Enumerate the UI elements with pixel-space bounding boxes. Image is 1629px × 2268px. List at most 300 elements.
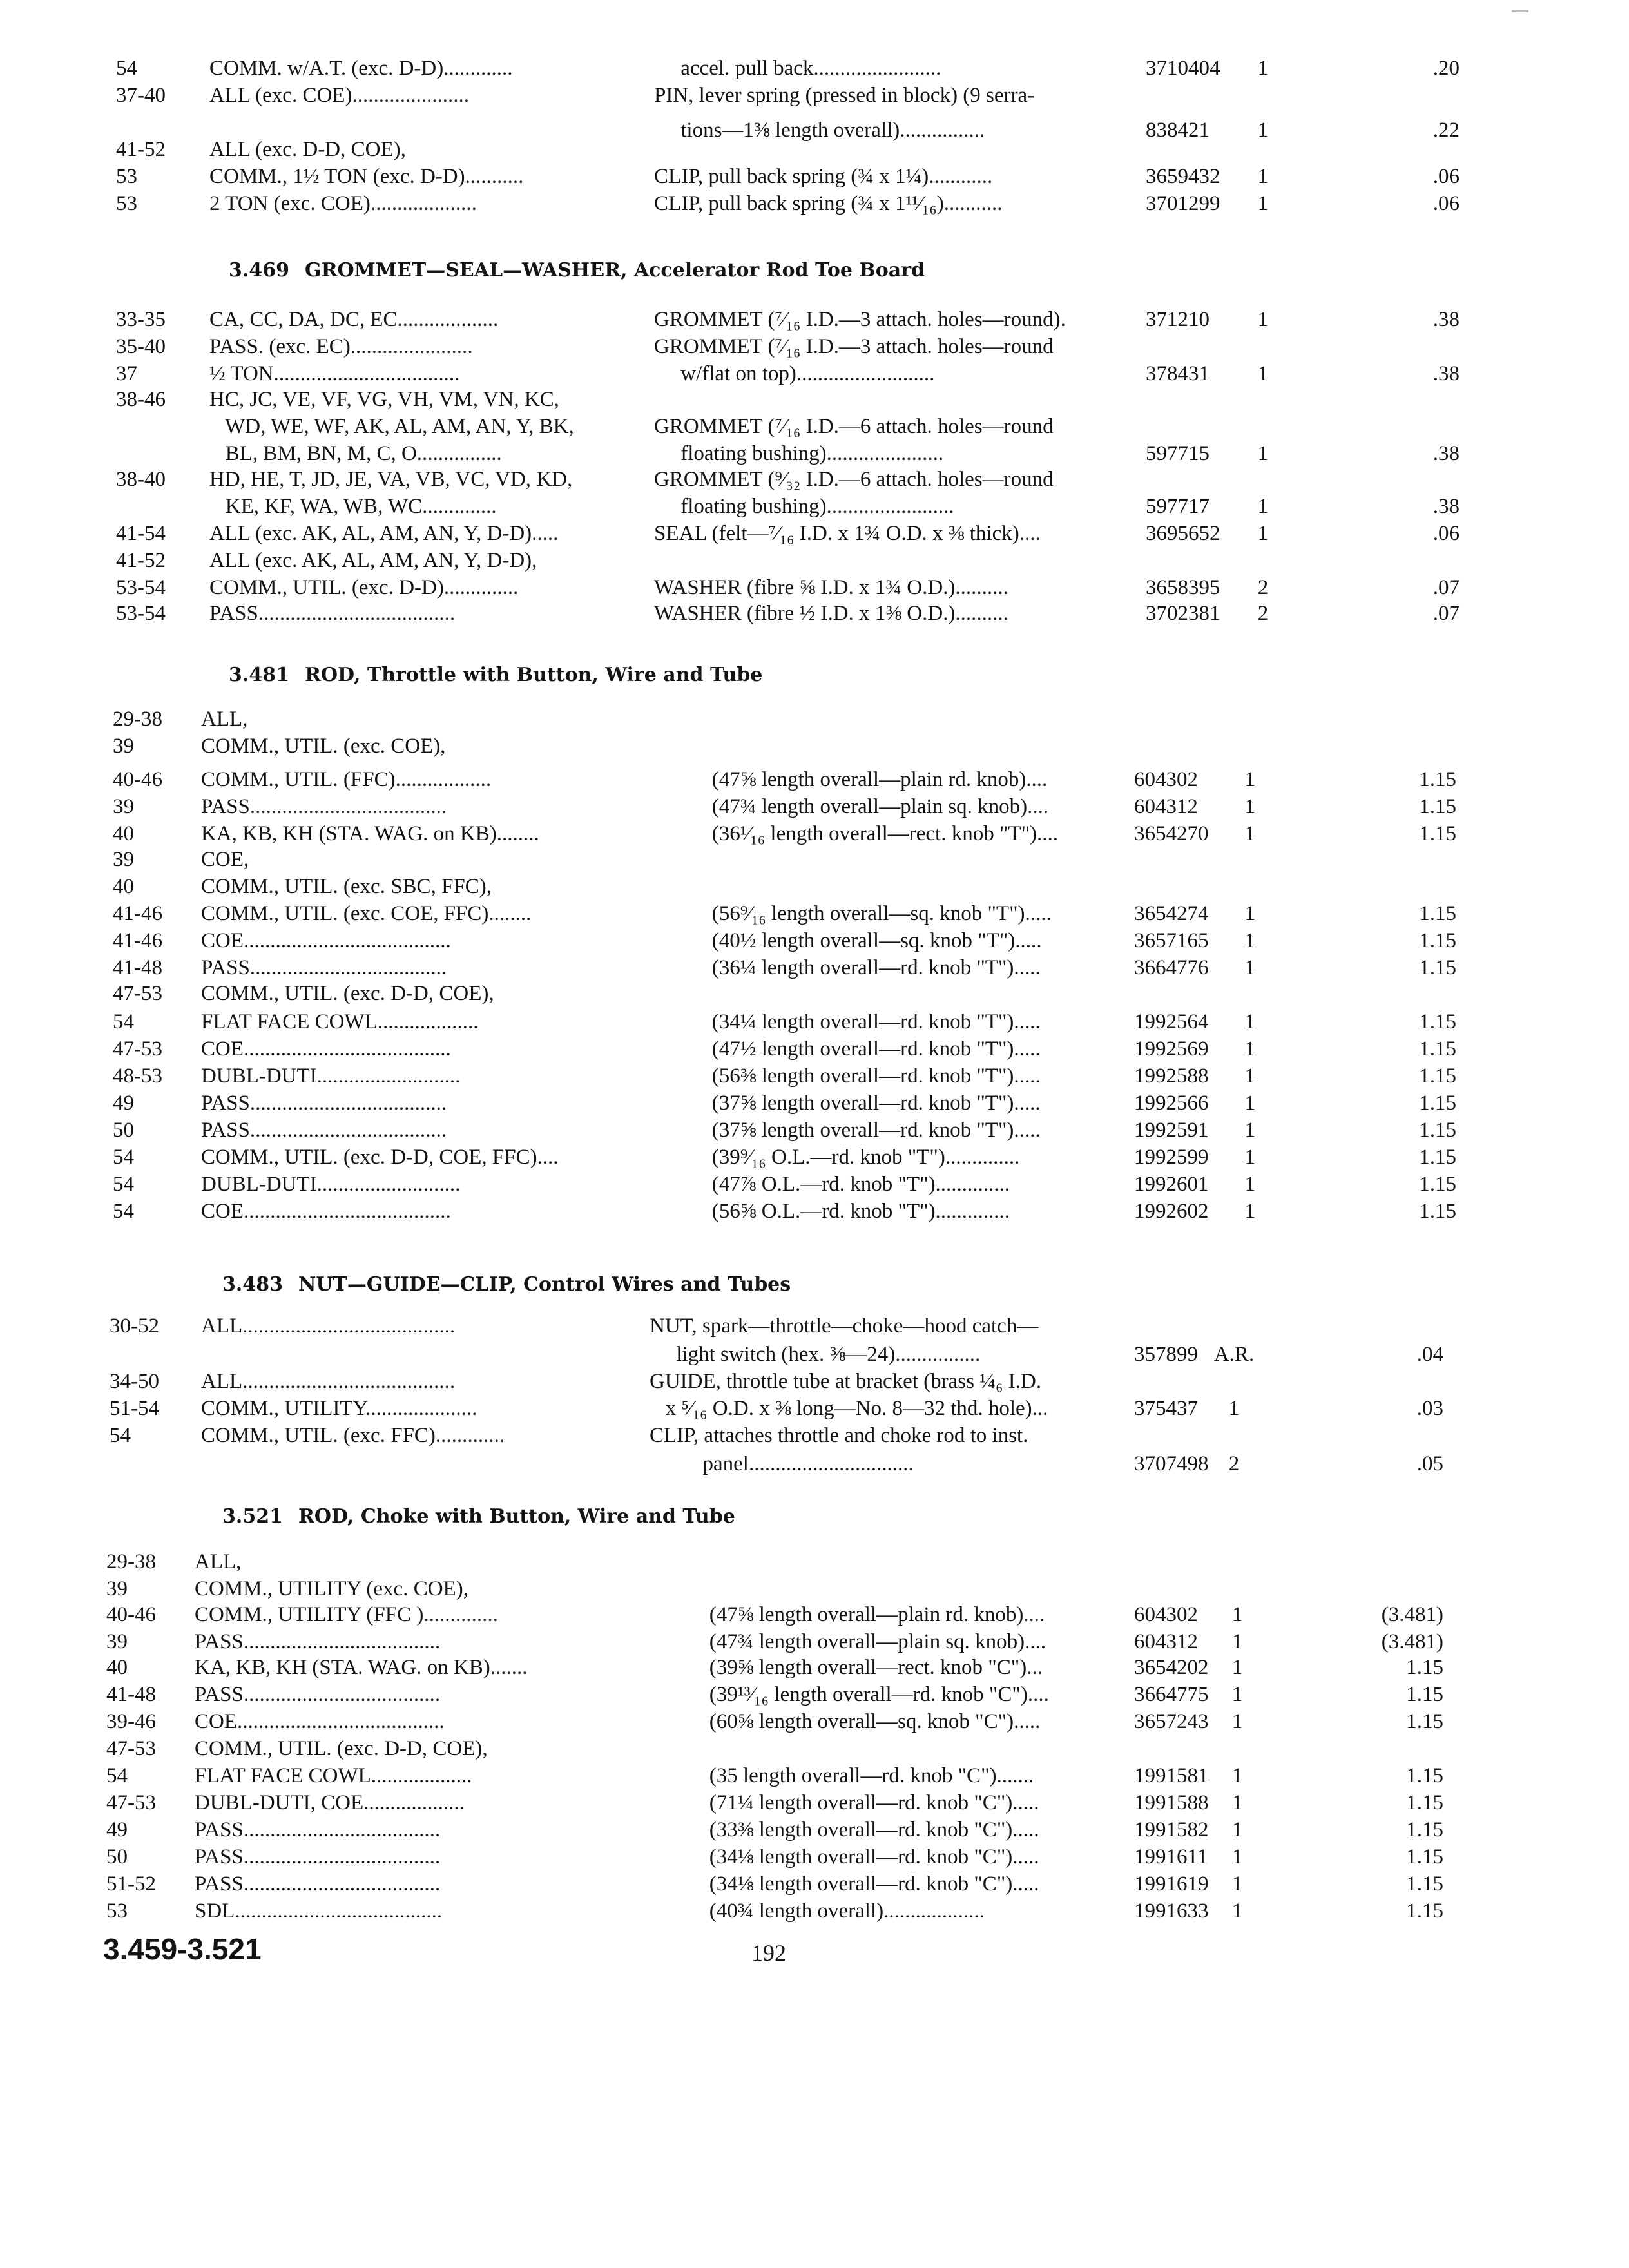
part-description: (47⅞ O.L.—rd. knob "T")..............	[696, 1173, 1010, 1196]
list-price: 1.15	[1419, 902, 1456, 925]
parts-row	[0, 573, 1629, 602]
part-number: 604302	[1134, 768, 1198, 791]
model-years: 30-52	[110, 1314, 159, 1338]
application: COMM. w/A.T. (exc. D-D).............	[209, 57, 513, 80]
application: SDL.......................................	[195, 1899, 443, 1923]
parts-row	[0, 1170, 1629, 1198]
part-description: light switch (hex. ⅜—24)................	[650, 1343, 981, 1366]
list-price: .38	[1432, 308, 1460, 331]
model-years: 54	[110, 1424, 131, 1447]
application: PASS.....................................	[195, 1630, 441, 1653]
model-years: 47-53	[113, 1037, 162, 1061]
model-years: 50	[113, 1119, 134, 1142]
application: PASS.....................................	[201, 1091, 447, 1115]
quantity: 1	[1231, 1764, 1243, 1787]
part-number: 838421	[1146, 119, 1210, 142]
parts-row	[0, 439, 1629, 468]
quantity: 1	[1244, 956, 1256, 979]
list-price: 1.15	[1419, 1119, 1456, 1142]
parts-row	[0, 1789, 1629, 1817]
model-years: 40-46	[106, 1603, 156, 1626]
model-years: 49	[113, 1091, 134, 1115]
parts-row	[0, 1870, 1629, 1898]
model-years: 39-46	[106, 1710, 156, 1733]
part-number: 3702381	[1146, 602, 1220, 625]
application: PASS.....................................	[195, 1818, 441, 1841]
part-number: 1992602	[1134, 1200, 1209, 1223]
part-description: tions—1⅜ length overall)................	[654, 119, 985, 142]
list-price: 1.15	[1419, 768, 1456, 791]
parts-row	[0, 899, 1629, 928]
quantity: 1	[1244, 1146, 1256, 1169]
part-number: 1991582	[1134, 1818, 1209, 1841]
part-description: (47⅝ length overall—plain rd. knob)....	[696, 768, 1048, 791]
parts-row	[0, 1575, 1629, 1603]
model-years: 54	[113, 1200, 134, 1223]
list-price: 1.15	[1419, 1200, 1456, 1223]
quantity: 1	[1257, 119, 1269, 142]
list-price: .05	[1416, 1452, 1443, 1475]
quantity: 1	[1244, 1119, 1256, 1142]
parts-row	[0, 732, 1629, 760]
part-number: 1992588	[1134, 1064, 1209, 1088]
section-code: 3.469	[229, 259, 289, 282]
parts-row	[0, 519, 1629, 548]
part-number: 1991588	[1134, 1791, 1209, 1814]
parts-row	[0, 1089, 1629, 1117]
list-price: 1.15	[1419, 1173, 1456, 1196]
section-heading	[222, 1269, 791, 1300]
list-price: 1.15	[1419, 956, 1456, 979]
model-years: 40	[113, 822, 134, 845]
part-number: 597717	[1146, 495, 1210, 518]
quantity: 1	[1228, 1397, 1240, 1420]
parts-row	[0, 1035, 1629, 1063]
quantity: 1	[1257, 57, 1269, 80]
list-price: 1.15	[1406, 1683, 1443, 1706]
quantity: 1	[1244, 768, 1256, 791]
application: KA, KB, KH (STA. WAG. on KB).......	[195, 1656, 528, 1679]
part-number: 1992566	[1134, 1091, 1209, 1115]
part-number: 1991619	[1134, 1872, 1209, 1896]
part-number: 1991611	[1134, 1845, 1208, 1869]
model-years: 39	[106, 1577, 128, 1600]
parts-row	[0, 1653, 1629, 1682]
parts-row	[0, 1312, 1629, 1340]
parts-row	[0, 54, 1629, 82]
part-number: 3654274	[1134, 902, 1209, 925]
list-price: .38	[1432, 495, 1460, 518]
model-years: 40-46	[113, 768, 162, 791]
part-number: 3658395	[1146, 576, 1220, 599]
parts-row	[0, 385, 1629, 414]
part-number: 1992601	[1134, 1173, 1209, 1196]
part-number: 3664775	[1134, 1683, 1209, 1706]
parts-row	[0, 820, 1629, 848]
application: COMM., UTILITY (exc. COE),	[195, 1577, 468, 1600]
part-number: 604302	[1134, 1603, 1198, 1626]
model-years: 53-54	[116, 602, 166, 625]
model-years: 53	[106, 1899, 128, 1923]
model-years: 53	[116, 165, 137, 188]
quantity: 1	[1257, 495, 1269, 518]
parts-row	[0, 599, 1629, 628]
parts-row	[0, 305, 1629, 334]
parts-row	[0, 1707, 1629, 1736]
section-title: NUT—GUIDE—CLIP, Control Wires and Tubes	[298, 1273, 791, 1296]
model-years: 41-52	[116, 138, 166, 161]
part-description: (39⅝ length overall—rect. knob "C")...	[693, 1656, 1043, 1679]
part-number: 375437	[1134, 1397, 1198, 1420]
section-code: 3.521	[222, 1505, 283, 1528]
part-description: (34¼ length overall—rd. knob "T").....	[696, 1010, 1041, 1033]
parts-row	[0, 1197, 1629, 1225]
parts-row	[0, 1367, 1629, 1396]
part-description: (71¼ length overall—rd. knob "C").....	[693, 1791, 1039, 1814]
application: PASS.....................................	[201, 956, 447, 979]
list-price: .38	[1432, 362, 1460, 385]
application: PASS.....................................	[201, 1119, 447, 1142]
list-price: .20	[1432, 57, 1460, 80]
list-price: .38	[1432, 442, 1460, 465]
part-number: 3710404	[1146, 57, 1220, 80]
part-description: (47½ length overall—rd. knob "T").....	[696, 1037, 1041, 1061]
part-description: GROMMET (⁹⁄₃₂ I.D.—6 attach. holes—round	[654, 468, 1054, 491]
quantity: 1	[1231, 1630, 1243, 1653]
part-description: (40½ length overall—sq. knob "T").....	[696, 929, 1042, 952]
application: HC, JC, VE, VF, VG, VH, VM, VN, KC,	[209, 388, 559, 411]
application: COE.......................................	[201, 1200, 451, 1223]
part-number: 1991581	[1134, 1764, 1209, 1787]
application: KA, KB, KH (STA. WAG. on KB)........	[201, 822, 539, 845]
quantity: 1	[1244, 902, 1256, 925]
part-description: CLIP, pull back spring (¾ x 1¼)............	[654, 165, 993, 188]
list-price: .06	[1432, 165, 1460, 188]
part-description: GROMMET (⁷⁄₁₆ I.D.—3 attach. holes—round	[654, 335, 1054, 358]
part-description: (60⅝ length overall—sq. knob "C").....	[693, 1710, 1041, 1733]
model-years: 37-40	[116, 84, 166, 107]
parts-row	[0, 793, 1629, 821]
quantity: 1	[1257, 165, 1269, 188]
list-price: 1.15	[1419, 1037, 1456, 1061]
quantity: 2	[1228, 1452, 1240, 1475]
part-number: 597715	[1146, 442, 1210, 465]
model-years: 29-38	[106, 1550, 156, 1573]
parts-row	[0, 845, 1629, 874]
application: ALL (exc. AK, AL, AM, AN, Y, D-D).....	[209, 522, 559, 545]
part-description: SEAL (felt—⁷⁄₁₆ I.D. x 1¾ O.D. x ⅜ thick)....	[654, 522, 1041, 545]
application: ALL (exc. AK, AL, AM, AN, Y, D-D),	[209, 549, 537, 572]
parts-row	[0, 1897, 1629, 1925]
section-title: ROD, Choke with Button, Wire and Tube	[298, 1505, 735, 1528]
quantity: 2	[1257, 602, 1269, 625]
part-description: floating bushing)........................	[654, 495, 954, 518]
part-number: 1991633	[1134, 1899, 1209, 1923]
list-price: 1.15	[1406, 1764, 1443, 1787]
part-description: (56⅜ length overall—rd. knob "T").....	[696, 1064, 1041, 1088]
parts-row	[0, 872, 1629, 901]
quantity: 1	[1257, 308, 1269, 331]
part-description: (36¹⁄₁₆ length overall—rect. knob "T")....	[696, 822, 1059, 845]
application: DUBL-DUTI...........................	[201, 1173, 461, 1196]
model-years: 39	[113, 735, 134, 758]
application: COMM., UTIL. (exc. COE, FFC)........	[201, 902, 532, 925]
model-years: 33-35	[116, 308, 166, 331]
section-heading	[222, 1501, 735, 1532]
parts-row	[0, 1735, 1629, 1763]
list-price: 1.15	[1406, 1656, 1443, 1679]
model-years: 38-40	[116, 468, 166, 491]
quantity: 1	[1231, 1603, 1243, 1626]
list-price: .06	[1432, 192, 1460, 215]
parts-row	[0, 1421, 1629, 1450]
model-years: 54	[113, 1010, 134, 1033]
parts-row	[0, 81, 1629, 110]
application: WD, WE, WF, AK, AL, AM, AN, Y, BK,	[209, 415, 574, 438]
model-years: 41-48	[106, 1683, 156, 1706]
application: COE.......................................	[201, 929, 451, 952]
part-number: 3659432	[1146, 165, 1220, 188]
part-description: (56⁹⁄₁₆ length overall—sq. knob "T").....	[696, 902, 1052, 925]
list-price: 1.15	[1406, 1845, 1443, 1869]
part-number: 3701299	[1146, 192, 1220, 215]
application: PASS.....................................	[201, 795, 447, 818]
parts-row	[0, 1394, 1629, 1423]
parts-row	[0, 705, 1629, 733]
quantity: 1	[1244, 822, 1256, 845]
application: PASS.....................................	[195, 1683, 441, 1706]
part-number: 3654270	[1134, 822, 1209, 845]
application: COMM., UTILITY (FFC )..............	[195, 1603, 498, 1626]
list-price: 1.15	[1419, 822, 1456, 845]
part-description: (35 length overall—rd. knob "C").......	[693, 1764, 1034, 1787]
application: PASS.....................................	[195, 1872, 441, 1896]
application: COMM., UTIL. (exc. D-D, COE, FFC)....	[201, 1146, 559, 1169]
part-description: (33⅜ length overall—rd. knob "C").....	[693, 1818, 1039, 1841]
list-price: .03	[1416, 1397, 1443, 1420]
quantity: 1	[1244, 795, 1256, 818]
parts-row	[0, 332, 1629, 361]
application: COMM., UTIL. (exc. COE),	[201, 735, 446, 758]
list-price: 1.15	[1406, 1818, 1443, 1841]
part-description: (34⅛ length overall—rd. knob "C").....	[693, 1872, 1039, 1896]
list-price: (3.481)	[1381, 1630, 1443, 1653]
model-years: 50	[106, 1845, 128, 1869]
footer-page-number: 192	[751, 1940, 786, 1966]
application: ALL (exc. COE)......................	[209, 84, 469, 107]
application: COE,	[201, 848, 249, 871]
part-description: accel. pull back........................	[654, 57, 941, 80]
quantity: 1	[1244, 1091, 1256, 1115]
application: PASS.....................................	[209, 602, 456, 625]
part-number: 357899	[1134, 1343, 1198, 1366]
parts-row	[0, 189, 1629, 218]
part-description: (56⅝ O.L.—rd. knob "T")..............	[696, 1200, 1010, 1223]
part-description: GUIDE, throttle tube at bracket (brass ¼₆ I.D.	[650, 1370, 1042, 1393]
parts-row	[0, 135, 1629, 164]
model-years: 39	[106, 1630, 128, 1653]
part-description: WASHER (fibre ½ I.D. x 1⅜ O.D.)..........	[654, 602, 1008, 625]
parts-row	[0, 1450, 1629, 1478]
application: ALL,	[201, 707, 248, 731]
list-price: (3.481)	[1381, 1603, 1443, 1626]
part-description: floating bushing)......................	[654, 442, 944, 465]
model-years: 51-52	[106, 1872, 156, 1896]
list-price: .07	[1432, 576, 1460, 599]
list-price: 1.15	[1406, 1872, 1443, 1896]
part-number: 3695652	[1146, 522, 1220, 545]
application: PASS.....................................	[195, 1845, 441, 1869]
part-description: (47⅝ length overall—plain rd. knob)....	[693, 1603, 1045, 1626]
model-years: 47-53	[113, 982, 162, 1005]
parts-row	[0, 1628, 1629, 1656]
list-price: 1.15	[1419, 1064, 1456, 1088]
part-description: x ⁵⁄₁₆ O.D. x ⅜ long—No. 8—32 thd. hole)...	[650, 1397, 1048, 1420]
section-title: ROD, Throttle with Button, Wire and Tube	[304, 664, 763, 686]
application: FLAT FACE COWL...................	[201, 1010, 479, 1033]
model-years: 54	[116, 57, 137, 80]
parts-row	[0, 1600, 1629, 1629]
section-heading	[229, 255, 925, 286]
model-years: 54	[113, 1146, 134, 1169]
list-price: 1.15	[1406, 1710, 1443, 1733]
application: ALL,	[195, 1550, 242, 1573]
footer-section-range: 3.459-3.521	[103, 1932, 262, 1966]
part-description: (34⅛ length overall—rd. knob "C").....	[693, 1845, 1039, 1869]
list-price: .04	[1416, 1343, 1443, 1366]
parts-row	[0, 954, 1629, 982]
model-years: 51-54	[110, 1397, 159, 1420]
list-price: 1.15	[1419, 929, 1456, 952]
section-code: 3.481	[229, 664, 289, 686]
application: ALL (exc. D-D, COE),	[209, 138, 406, 161]
application: CA, CC, DA, DC, EC...................	[209, 308, 499, 331]
model-years: 48-53	[113, 1064, 162, 1088]
parts-row	[0, 1143, 1629, 1171]
quantity: 1	[1231, 1791, 1243, 1814]
part-number: 604312	[1134, 1630, 1198, 1653]
section-code: 3.483	[222, 1273, 283, 1296]
part-number: 3654202	[1134, 1656, 1209, 1679]
part-description: WASHER (fibre ⅝ I.D. x 1¾ O.D.)..........	[654, 576, 1008, 599]
application: ½ TON...................................	[209, 362, 460, 385]
parts-row	[0, 1062, 1629, 1090]
quantity: 1	[1231, 1710, 1243, 1733]
model-years: 35-40	[116, 335, 166, 358]
model-years: 54	[106, 1764, 128, 1787]
quantity: 1	[1257, 442, 1269, 465]
parts-row	[0, 765, 1629, 794]
parts-row	[0, 1116, 1629, 1144]
quantity: 1	[1244, 1064, 1256, 1088]
list-price: .07	[1432, 602, 1460, 625]
part-number: 1992569	[1134, 1037, 1209, 1061]
quantity: 1	[1231, 1683, 1243, 1706]
section-heading	[229, 660, 762, 691]
parts-row	[0, 1680, 1629, 1709]
quantity: 1	[1231, 1845, 1243, 1869]
parts-row	[0, 162, 1629, 191]
application: DUBL-DUTI...........................	[201, 1064, 461, 1088]
part-description: (39⁹⁄₁₆ O.L.—rd. knob "T")..............	[696, 1146, 1020, 1169]
list-price: 1.15	[1419, 1010, 1456, 1033]
model-years: 49	[106, 1818, 128, 1841]
part-number: 371210	[1146, 308, 1210, 331]
list-price: 1.15	[1419, 795, 1456, 818]
parts-row	[0, 1816, 1629, 1844]
model-years: 34-50	[110, 1370, 159, 1393]
application: COE.......................................	[195, 1710, 445, 1733]
part-description: panel...............................	[650, 1452, 914, 1475]
part-description: (47¾ length overall—plain sq. knob)....	[696, 795, 1049, 818]
list-price: 1.15	[1419, 1091, 1456, 1115]
application: BL, BM, BN, M, C, O................	[209, 442, 502, 465]
quantity: 2	[1257, 576, 1269, 599]
part-number: 604312	[1134, 795, 1198, 818]
model-years: 53	[116, 192, 137, 215]
part-number: 378431	[1146, 362, 1210, 385]
model-years: 29-38	[113, 707, 162, 731]
application: ALL........................................	[201, 1314, 456, 1338]
parts-row	[0, 979, 1629, 1008]
model-years: 47-53	[106, 1791, 156, 1814]
part-description: CLIP, attaches throttle and choke rod to inst.	[650, 1424, 1028, 1447]
list-price: .06	[1432, 522, 1460, 545]
part-description: (47¾ length overall—plain sq. knob)....	[693, 1630, 1046, 1653]
quantity: 1	[1231, 1899, 1243, 1923]
part-description: GROMMET (⁷⁄₁₆ I.D.—6 attach. holes—round	[654, 415, 1054, 438]
quantity: 1	[1231, 1872, 1243, 1896]
model-years: 41-46	[113, 902, 162, 925]
list-price: .22	[1432, 119, 1460, 142]
part-description: (36¼ length overall—rd. knob "T").....	[696, 956, 1041, 979]
quantity: 1	[1244, 1037, 1256, 1061]
quantity: 1	[1244, 1173, 1256, 1196]
quantity: 1	[1257, 362, 1269, 385]
model-years: 38-46	[116, 388, 166, 411]
part-description: (40¾ length overall)...................	[693, 1899, 985, 1923]
parts-row	[0, 1008, 1629, 1036]
part-description: (37⅝ length overall—rd. knob "T").....	[696, 1091, 1041, 1115]
application: HD, HE, T, JD, JE, VA, VB, VC, VD, KD,	[209, 468, 573, 491]
application: COMM., UTIL. (exc. FFC).............	[201, 1424, 505, 1447]
model-years: 39	[113, 795, 134, 818]
list-price: 1.15	[1406, 1899, 1443, 1923]
part-description: w/flat on top)..........................	[654, 362, 935, 385]
scan-mark	[1512, 10, 1528, 12]
list-price: 1.15	[1419, 1146, 1456, 1169]
quantity: 1	[1231, 1818, 1243, 1841]
model-years: 39	[113, 848, 134, 871]
application: COMM., UTIL. (exc. D-D, COE),	[195, 1737, 488, 1760]
part-description: (37⅝ length overall—rd. knob "T").....	[696, 1119, 1041, 1142]
parts-row	[0, 1843, 1629, 1871]
part-number: 3657243	[1134, 1710, 1209, 1733]
parts-row	[0, 465, 1629, 494]
application: COMM., UTILITY.....................	[201, 1397, 477, 1420]
part-description: CLIP, pull back spring (¾ x 1¹¹⁄₁₆)...........	[654, 192, 1003, 215]
part-number: 1992591	[1134, 1119, 1209, 1142]
quantity: 1	[1231, 1656, 1243, 1679]
application: COMM., UTIL. (exc. D-D, COE),	[201, 982, 494, 1005]
quantity: 1	[1244, 1010, 1256, 1033]
parts-row	[0, 546, 1629, 575]
application: COMM., UTIL. (exc. D-D)..............	[209, 576, 519, 599]
quantity: 1	[1257, 192, 1269, 215]
part-number: 1992599	[1134, 1146, 1209, 1169]
part-number: 3664776	[1134, 956, 1209, 979]
model-years: 37	[116, 362, 137, 385]
